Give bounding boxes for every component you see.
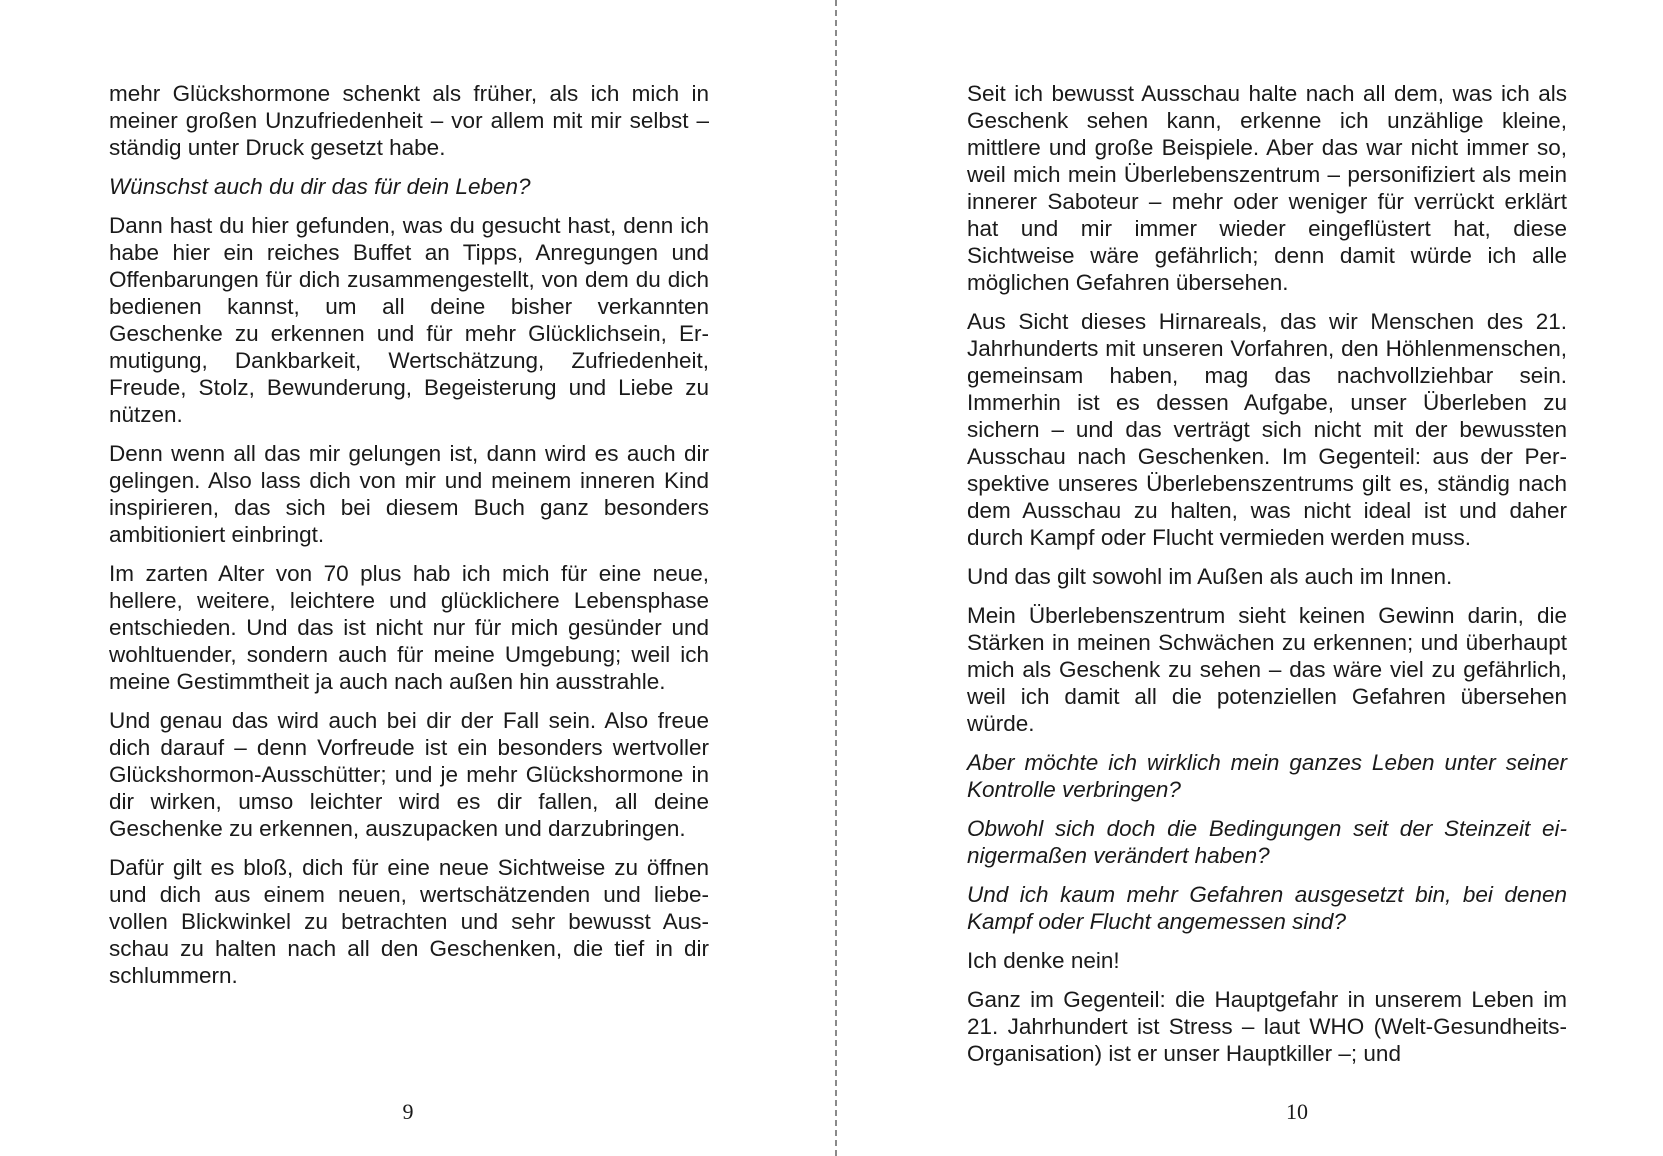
paragraph: Seit ich bewusst Ausschau halte nach all dem, was ich als Geschenk sehen kann, erkenne ich unzählige kleine, mittlere und große Beispiele. Aber das war nicht immer so, weil mich mein Überlebenszentrum – personifiziert als mein innerer Saboteur – mehr oder weniger für verrückt erklärt hat und mir immer wieder eingeflüstert hat, diese Sichtweise wäre gefährlich; denn damit würde ich alle möglichen Gefahren übersehen. (967, 81, 1567, 295)
paragraph: Obwohl sich doch die Bedingungen seit der Steinzeit einigermaßen verändert haben? (967, 816, 1567, 868)
paragraph: Ganz im Gegenteil: die Hauptgefahr in unserem Leben im 21. Jahrhundert ist Stress – laut WHO (Welt-Gesundheits-Organisation) ist er unser Hauptkiller –; und (967, 987, 1567, 1066)
page-number: 9 (402, 1099, 414, 1124)
paragraph: Und das gilt sowohl im Außen als auch im Innen. (967, 564, 1453, 589)
paragraph: Und genau das wird auch bei dir der Fall sein. Also freue dich darauf – denn Vorfreude ist ein besonders wertvoller Glückshormon-Ausschütter; und je mehr Glückshormone in dir wirken, umso leichter wird es dir fallen, all deine Geschenke zu erkennen, auszupacken und darzubringen. (109, 708, 709, 841)
paragraph: Ich denke nein! (967, 948, 1120, 973)
page-number: 10 (1286, 1099, 1308, 1124)
right-page (838, 0, 1663, 1156)
paragraph: Denn wenn all das mir gelungen ist, dann wird es auch dir gelingen. Also lass dich von mir und meinem inneren Kind inspirieren, das sich bei diesem Buch ganz besonders ambitioniert einbringt. (109, 441, 709, 547)
paragraph: Dann hast du hier gefunden, was du gesucht hast, denn ich habe hier ein reiches Buffet an Tipps, Anregungen und Offenbarungen für dich zusammengestellt, von dem du dich bedienen kannst, um all deine bisher verkannten Geschenke zu erkennen und für mehr Glücklichsein, Ermutigung, Dankbarkeit, Wertschätzung, Zufriedenheit, Freude, Stolz, Bewunderung, Begeisterung und Liebe zu nützen. (109, 213, 709, 427)
page-divider (835, 0, 837, 1156)
right-page-body (967, 80, 1567, 1079)
paragraph: Mein Überlebenszentrum sieht keinen Gewinn darin, die Stärken in meinen Schwächen zu erkennen; und überhaupt mich als Geschenk zu sehen – das wäre viel zu gefährlich, weil ich damit all die potenziellen Gefahren übersehen würde. (967, 603, 1567, 736)
paragraph: mehr Glückshormone schenkt als früher, als ich mich in meiner großen Unzufriedenheit – vor allem mit mir selbst – ständig unter Druck gesetzt habe. (109, 81, 709, 160)
paragraph: Wünschst auch du dir das für dein Leben? (109, 174, 531, 199)
paragraph: Im zarten Alter von 70 plus hab ich mich für eine neue, hellere, weitere, leichtere und glücklichere Lebensphase entschieden. Und das ist nicht nur für mich gesünder und wohltuender, sondern auch für meine Umgebung; weil ich meine Gestimmtheit ja auch nach außen hin ausstrahle. (109, 561, 709, 694)
paragraph: Und ich kaum mehr Gefahren ausgesetzt bin, bei denen Kampf oder Flucht angemessen sind? (967, 882, 1567, 934)
paragraph: Aber möchte ich wirklich mein ganzes Leben unter seiner Kontrolle verbringen? (967, 750, 1567, 802)
left-page-body (109, 80, 709, 1001)
paragraph: Aus Sicht dieses Hirnareals, das wir Menschen des 21. Jahrhunderts mit unseren Vorfahren, den Höhlenmenschen, gemeinsam haben, mag das nachvollziehbar sein. Immerhin ist es dessen Aufgabe, unser Überleben zu sichern – und das verträgt sich nicht mit der bewussten Ausschau nach Geschenken. Im Gegenteil: aus der Perspektive unseres Überlebenszentrums gilt es, ständig nach dem Ausschau zu halten, was nicht ideal ist und daher durch Kampf oder Flucht vermieden werden muss. (967, 309, 1567, 550)
paragraph: Dafür gilt es bloß, dich für eine neue Sichtweise zu öffnen und dich aus einem neuen, wertschätzenden und liebevollen Blickwinkel zu betrachten und sehr bewusst Ausschau zu halten nach all den Geschenken, die tief in dir schlummern. (109, 855, 709, 988)
